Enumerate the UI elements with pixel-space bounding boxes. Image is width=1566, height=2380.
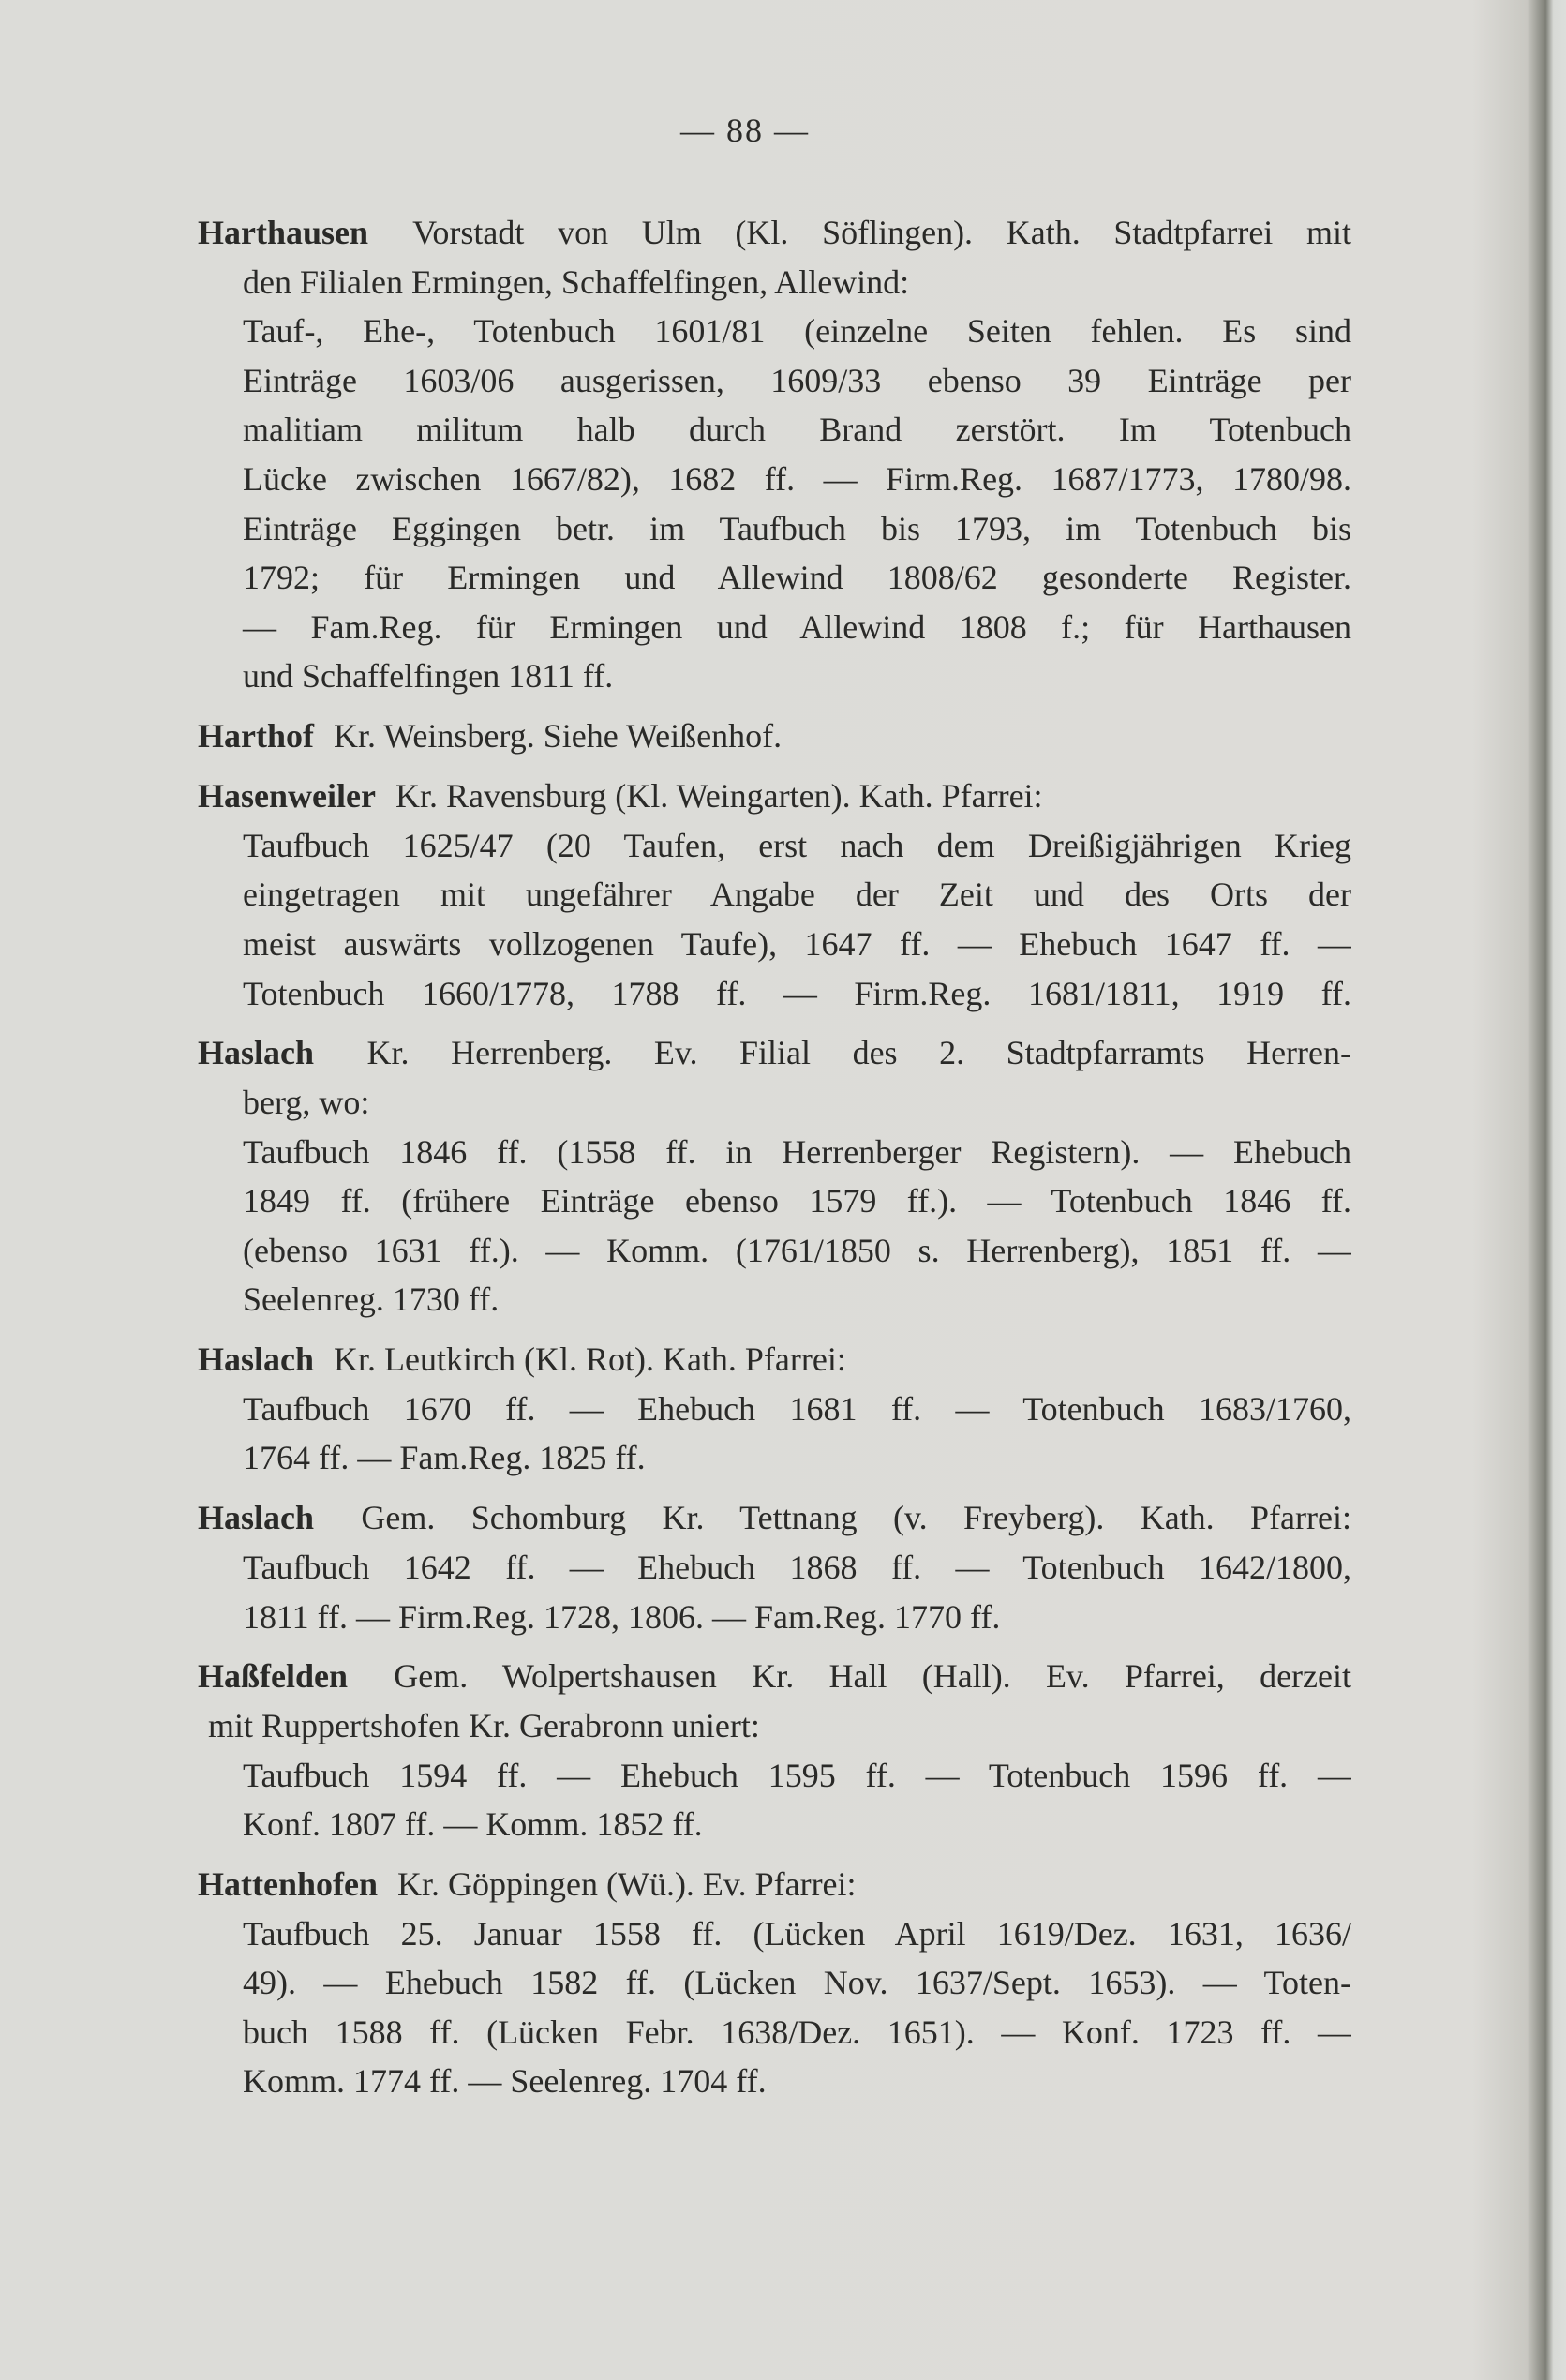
entry-line (198, 307, 1351, 356)
entry-headword: Hattenhofen (198, 1865, 378, 1904)
entry-line (198, 1751, 1351, 1801)
entry-headword: Haslach (198, 1034, 315, 1072)
entry-text: Taufbuch 25. Januar 1558 ff. (Lücken April 1619/Dez. 1631, 1636/ (243, 1914, 1351, 1953)
entry-headword: Haslach (198, 1340, 315, 1379)
entry-line (198, 356, 1351, 406)
entry-text: Taufbuch 1670 ff. — Ehebuch 1681 ff. — Totenbuch 1683/1760, (243, 1389, 1351, 1428)
entry-text: Gem. Schomburg Kr. Tettnang (v. Freyberg). Kath. Pfarrei: (361, 1499, 1351, 1537)
entry-line (198, 870, 1351, 920)
register-entry (198, 1335, 1351, 1483)
entry-text: 1792; für Ermingen und Allewind 1808/62 gesonderte Register. (243, 559, 1351, 597)
entry-text: meist auswärts vollzogenen Taufe), 1647 ff. — Ehebuch 1647 ff. — (243, 924, 1351, 963)
entry-line (198, 1078, 1351, 1128)
entry-text: Taufbuch 1846 ff. (1558 ff. in Herrenberger Registern). — Ehebuch (243, 1132, 1351, 1171)
entry-headword: Hasenweiler (198, 777, 376, 816)
entry-text: (ebenso 1631 ff.). — Komm. (1761/1850 s. Herrenberg), 1851 ff. — (243, 1231, 1351, 1269)
entry-text: Kr. Herrenberg. Ev. Filial des 2. Stadtpfarramts Herren- (366, 1034, 1351, 1072)
entry-first-line (198, 1028, 1351, 1078)
entry-first-line (198, 208, 1351, 258)
entry-line (198, 258, 1351, 307)
entry-headword: Haßfelden (198, 1657, 349, 1696)
entry-text: und Schaffelfingen 1811 ff. (243, 657, 614, 696)
page-number: — 88 — (680, 112, 810, 149)
entry-first-line (198, 1860, 1351, 1909)
entry-line (198, 1226, 1351, 1276)
register-entry (198, 1652, 1351, 1849)
entry-text: Taufbuch 1594 ff. — Ehebuch 1595 ff. — Totenbuch 1596 ff. — (243, 1756, 1351, 1794)
entry-text: Kr. Leutkirch (Kl. Rot). Kath. Pfarrei: (334, 1340, 846, 1379)
entry-text: eingetragen mit ungefährer Angabe der Zeit und des Orts der (243, 876, 1351, 914)
entry-line (198, 1543, 1351, 1593)
entry-line (198, 2008, 1351, 2058)
entry-text: Lücke zwischen 1667/82), 1682 ff. — Firm.Reg. 1687/1773, 1780/98. (243, 459, 1351, 498)
entry-text: berg, wo: (243, 1083, 370, 1121)
register-entry (198, 1860, 1351, 2106)
entry-text: Kr. Ravensburg (Kl. Weingarten). Kath. Pfarrei: (395, 777, 1043, 816)
entry-text: buch 1588 ff. (Lücken Febr. 1638/Dez. 1651). — Konf. 1723 ff. — (243, 2013, 1351, 2051)
entry-text: Tauf-, Ehe-, Totenbuch 1601/81 (einzelne Seiten fehlen. Es sind (243, 312, 1351, 351)
entry-line (198, 504, 1351, 554)
entry-line (198, 1701, 1351, 1751)
register-entries (198, 208, 1351, 2117)
entry-text: Totenbuch 1660/1778, 1788 ff. — Firm.Reg. 1681/1811, 1919 ff. (243, 974, 1351, 1012)
register-entry (198, 711, 1351, 761)
entry-text: Kr. Göppingen (Wü.). Ev. Pfarrei: (397, 1865, 857, 1904)
entry-text: 49). — Ehebuch 1582 ff. (Lücken Nov. 1637/Sept. 1653). — Toten- (243, 1964, 1351, 2002)
entry-line (198, 553, 1351, 603)
entry-first-line (198, 711, 1351, 761)
entry-line (198, 1128, 1351, 1177)
entry-text: 1811 ff. — Firm.Reg. 1728, 1806. — Fam.Reg. 1770 ff. (243, 1597, 1001, 1636)
entry-text: Seelenreg. 1730 ff. (243, 1280, 500, 1319)
entry-text: Vorstadt von Ulm (Kl. Söflingen). Kath. Stadtpfarrei mit (412, 214, 1351, 251)
entry-line (198, 969, 1351, 1019)
entry-text: Konf. 1807 ff. — Komm. 1852 ff. (243, 1805, 703, 1844)
entry-text: Taufbuch 1625/47 (20 Taufen, erst nach dem Dreißigjährigen Krieg (243, 826, 1351, 864)
entry-text: Taufbuch 1642 ff. — Ehebuch 1868 ff. — Totenbuch 1642/1800, (243, 1548, 1351, 1586)
entry-text: Kr. Weinsberg. Siehe Weißenhof. (333, 717, 783, 756)
entry-line (198, 1176, 1351, 1226)
entry-line (198, 1909, 1351, 1959)
entry-first-line (198, 771, 1351, 821)
entry-text: — Fam.Reg. für Ermingen und Allewind 1808 f.; für Harthausen (243, 607, 1351, 646)
entry-line (198, 651, 1351, 701)
register-entry (198, 208, 1351, 701)
entry-line (198, 455, 1351, 504)
entry-text: 1849 ff. (frühere Einträge ebenso 1579 ff.). — Totenbuch 1846 ff. (243, 1182, 1351, 1220)
entry-line (198, 920, 1351, 969)
entry-text: Komm. 1774 ff. — Seelenreg. 1704 ff. (243, 2062, 767, 2101)
register-entry (198, 1493, 1351, 1641)
entry-headword: Harthausen (198, 214, 369, 251)
entry-line (198, 821, 1351, 871)
entry-line (198, 1385, 1351, 1434)
register-entry (198, 771, 1351, 1018)
entry-text: Einträge 1603/06 ausgerissen, 1609/33 ebenso 39 Einträge per (243, 361, 1351, 399)
entry-text: Gem. Wolpertshausen Kr. Hall (Hall). Ev. Pfarrei, derzeit (394, 1657, 1351, 1696)
entry-text: malitiam militum halb durch Brand zerstört. Im Totenbuch (243, 411, 1351, 449)
entry-line (198, 2057, 1351, 2106)
entry-line (198, 1958, 1351, 2008)
entry-text: mit Ruppertshofen Kr. Gerabronn uniert: (208, 1707, 760, 1744)
entry-headword: Haslach (198, 1499, 315, 1537)
entry-line (198, 1593, 1351, 1642)
entry-first-line (198, 1335, 1351, 1385)
entry-line (198, 1800, 1351, 1849)
entry-headword: Harthof (198, 717, 314, 756)
entry-line (198, 1433, 1351, 1483)
entry-text: 1764 ff. — Fam.Reg. 1825 ff. (243, 1439, 646, 1477)
entry-line (198, 603, 1351, 652)
entry-line (198, 1275, 1351, 1325)
entry-text: den Filialen Ermingen, Schaffelfingen, Allewind: (243, 262, 910, 301)
register-entry (198, 1028, 1351, 1325)
entry-text: Einträge Eggingen betr. im Taufbuch bis 1793, im Totenbuch bis (243, 509, 1351, 547)
entry-line (198, 405, 1351, 455)
entry-first-line (198, 1493, 1351, 1543)
entry-first-line (198, 1652, 1351, 1701)
